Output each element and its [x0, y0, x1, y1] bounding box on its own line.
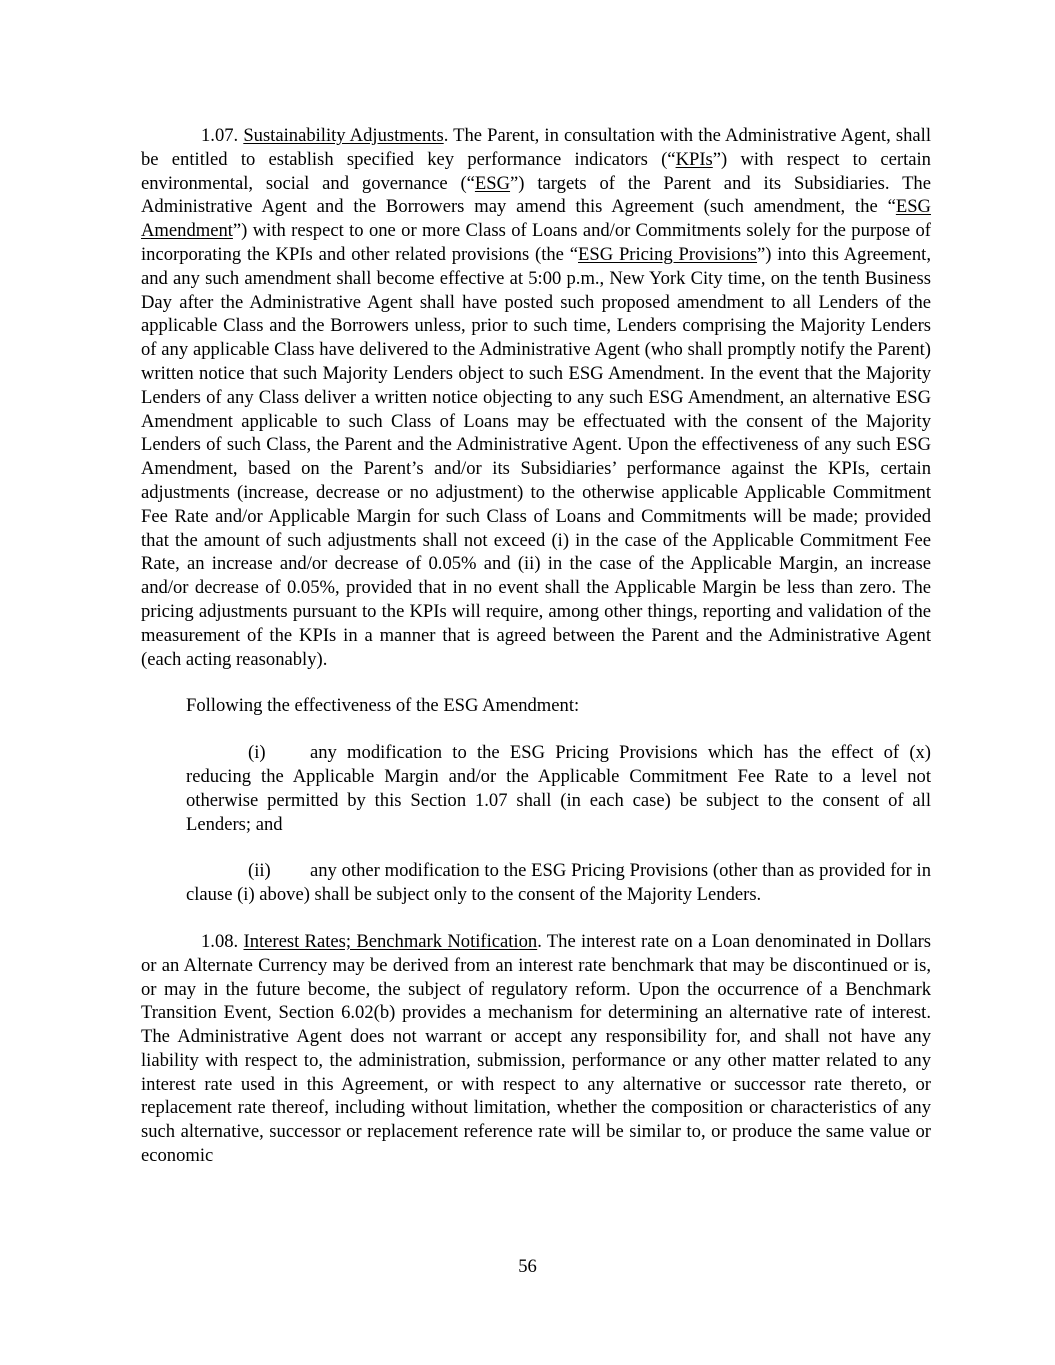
section-text: . The interest rate on a Loan denominated in Dollars or an Alternate Currency may be derived from an interest rate benchmark that may be discontinued or is, or may in the future become, the subject of regulatory reform. Upon the occurrence of a Benchmark Transition Event, Section 6.02(b) provides a mechanism for determining an alternative rate of interest. The Administrative Agent does not warrant or accept any responsibility for, and shall not have any liability with respect to, the administration, submission, performance or any other matter related to any interest rate used in this Agreement, or with respect to any alternative or successor rate thereto, or replacement rate thereof, including without limitation, whether the composition or characteristics of any such alternative, successor or replacement reference rate will be similar to, or produce the same value or economic: [141, 930, 931, 1167]
section-heading: Interest Rates; Benchmark Notification: [243, 930, 538, 952]
page-number: 56: [518, 1256, 537, 1277]
clause-i: [186, 741, 931, 836]
section-text: ”) into this Agreement, and any such amendment shall become effective at 5:00 p.m., New York City time, on the tenth Business Day after the Administrative Agent shall have posted such proposed amendment to all Lenders of the applicable Class and the Borrowers unless, prior to such time, Lenders comprising the Majority Lenders of any applicable Class have delivered to the Administrative Agent (who shall promptly notify the Parent) written notice that such Majority Lenders object to such ESG Amendment. In the event that the Majority Lenders of any Class deliver a written notice objecting to any such ESG Amendment, an alternative ESG Amendment applicable to such Class of Loans may be effectuated with the consent of the Majority Lenders of such Class, the Parent and the Administrative Agent. Upon the effectiveness of any such ESG Amendment, based on the Parent’s and/or its Subsidiaries’ performance against the KPIs, certain adjustments (increase, decrease or no adjustment) to the otherwise applicable Applicable Commitment Fee Rate and/or Applicable Margin for such Class of Loans and Commitments will be made; provided that the amount of such adjustments shall not exceed (i) in the case of the Applicable Commitment Fee Rate, an increase and/or decrease of 0.05% and (ii) in the case of the Applicable Margin, an increase and/or decrease of 0.05%, provided that in no event shall the Applicable Margin be less than zero. The pricing adjustments pursuant to the KPIs will require, among other things, reporting and validation of the measurement of the KPIs in a manner that is agreed between the Parent and the Administrative Agent (each acting reasonably).: [141, 243, 931, 670]
defined-term-kpis: KPIs: [675, 148, 713, 170]
defined-term-esg: ESG: [474, 172, 511, 194]
defined-term-esg-pricing-provisions: ESG Pricing Provisions: [578, 243, 758, 265]
section-text: ”) with respect to one or more Class of Loans and/or Commitments solely for the purpose of incorporating the KPIs and other related provisions (the “: [141, 220, 931, 265]
clause-ii: [186, 859, 931, 907]
clause-text: any modification to the ESG Pricing Provisions which has the effect of (x) reducing the Applicable Margin and/or the Applicable Commitment Fee Rate to a level not otherwise permitted by this Section 1.07 shall (in each case) be subject to the consent of all Lenders; and: [186, 742, 931, 835]
defined-term-esg-amendment: ESG Amendment: [141, 196, 931, 242]
following-intro: Following the effectiveness of the ESG Amendment:: [186, 695, 580, 717]
section-number: 1.07.: [201, 125, 244, 146]
clause-number: (i): [248, 742, 266, 764]
section-text: ”) targets of the Parent and its Subsidiaries. The Administrative Agent and the Borrowers may amend this Agreement (such amendment, the “: [141, 172, 931, 218]
clause-number: (ii): [248, 860, 271, 882]
section-text: ”) with respect to certain environmental, social and governance (“: [141, 148, 931, 194]
section-text: . The Parent, in consultation with the Administrative Agent, shall be entitled to establish specified key performance indicators (“: [141, 125, 931, 170]
section-1-08: [141, 930, 931, 1168]
section-heading: Sustainability Adjustments: [243, 125, 444, 146]
clause-text: any other modification to the ESG Pricing Provisions (other than as provided for in clause (i) above) shall be subject only to the consent of the Majority Lenders.: [186, 860, 931, 906]
section-1-07: [141, 124, 931, 671]
section-number: 1.08.: [201, 930, 244, 952]
document-body: [141, 124, 931, 1168]
